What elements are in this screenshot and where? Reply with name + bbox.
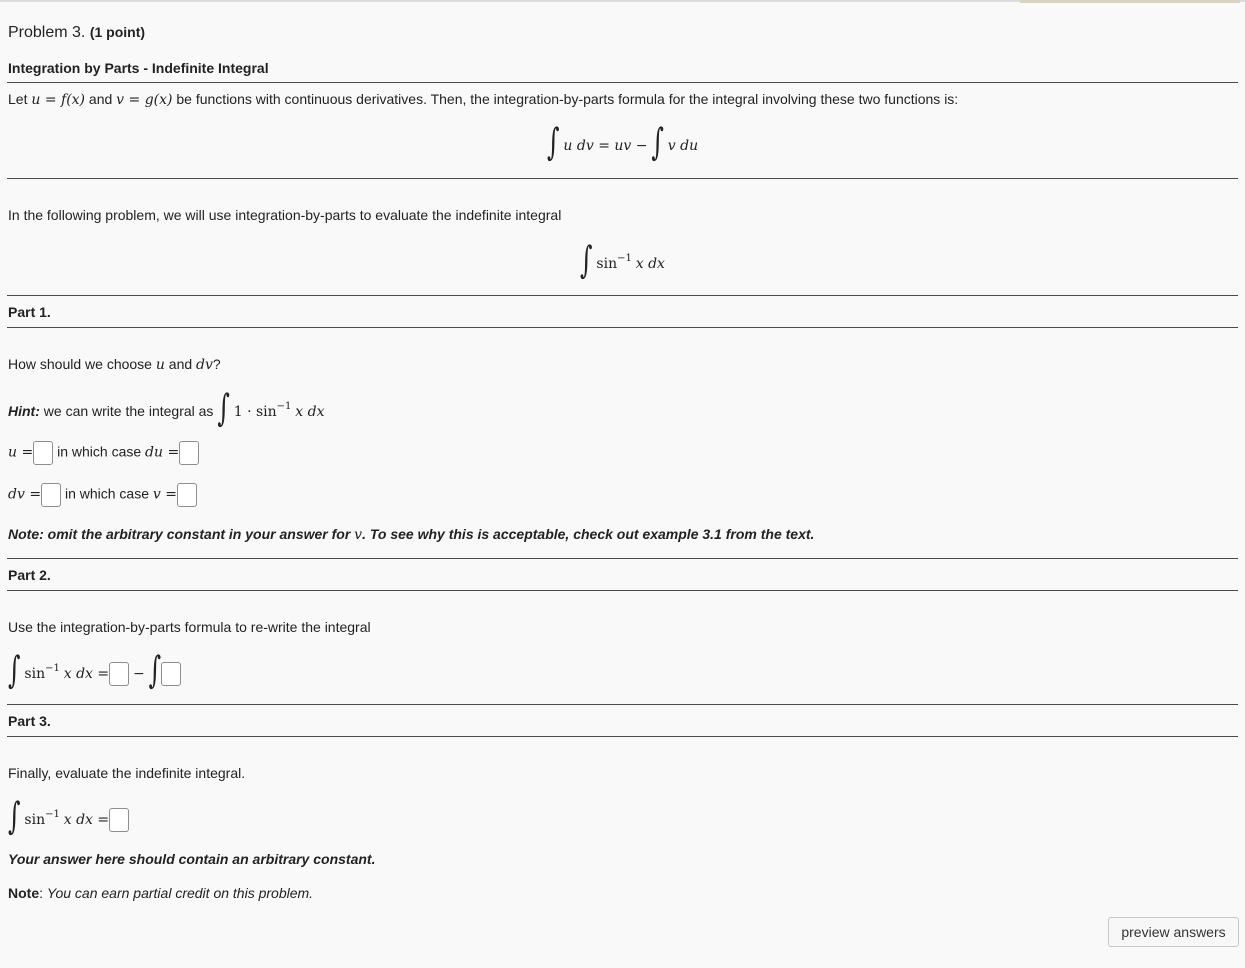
part2-sin: sin (24, 666, 46, 682)
integral-sign-icon: ∫ (148, 648, 162, 692)
hint-expr-tail: x dx (295, 404, 325, 420)
u-answer-input[interactable] (33, 441, 53, 465)
part1-question (8, 356, 221, 373)
partial-credit-note (8, 885, 313, 901)
integrand-tail: x dx (635, 256, 665, 272)
question-u: u (155, 357, 165, 373)
intro-text (8, 91, 958, 108)
divider (7, 178, 1238, 179)
integral-sign-icon: ∫ (217, 386, 230, 430)
hint-expr-pre: 1 · sin (233, 404, 277, 420)
divider (7, 590, 1238, 591)
preview-answers-button[interactable]: preview answers (1108, 917, 1239, 947)
target-integral (580, 238, 665, 282)
part2-exponent: −1 (45, 663, 60, 674)
row1-mid-text: in which case (57, 443, 142, 460)
part2-text: Use the integration-by-parts formula to re-write the integral (8, 619, 371, 635)
problem-title (8, 24, 145, 42)
intro-rest: be functions with continuous derivatives. Then, the integration-by-parts formula for the integral involving these two functions is: (176, 91, 959, 107)
problem-heading: Integration by Parts - Indefinite Integral (8, 60, 269, 76)
divider (7, 295, 1238, 296)
question-and: and (168, 356, 193, 372)
part3-constant-note: Your answer here should contain an arbitrary constant. (8, 851, 376, 867)
intro-and: and (88, 91, 113, 107)
integrand-sin: sin (596, 256, 618, 272)
integral-sign-icon: ∫ (8, 648, 21, 692)
part1-hint (8, 386, 325, 430)
part2-tail: x dx = (63, 666, 110, 682)
part2-integral-input[interactable] (161, 662, 181, 686)
part1-label: Part 1. (8, 304, 51, 320)
part3-exponent: −1 (45, 809, 60, 820)
question-dv: dv (196, 357, 213, 373)
intro-v-definition: v = g(x) (116, 92, 173, 108)
note-var: v (354, 527, 363, 543)
v-answer-input[interactable] (177, 483, 197, 507)
part1-row-u (8, 441, 199, 465)
problem-points: (1 point) (89, 24, 146, 40)
part3-tail: x dx = (63, 812, 110, 828)
note-text: You can earn partial credit on this problem. (46, 885, 314, 901)
integral-sign-icon: ∫ (547, 120, 560, 164)
part1-row-dv (8, 483, 197, 507)
part3-sin: sin (24, 812, 46, 828)
divider (7, 736, 1238, 737)
hint-text: we can write the integral as (43, 403, 214, 419)
note-post: . To see why this is acceptable, check out example 3.1 from the text. (362, 526, 815, 542)
note-pre: Note: omit the arbitrary constant in your answer for (8, 526, 351, 542)
intro-u-definition: u = f(x) (31, 92, 86, 108)
part2-minus: − (133, 666, 145, 682)
part3-equation (8, 794, 129, 838)
note-sep: : (39, 885, 44, 901)
problem-number: Problem 3. (8, 24, 86, 41)
part2-equation (8, 648, 181, 692)
dv-label: dv = (8, 486, 42, 503)
divider (7, 82, 1238, 83)
divider (7, 558, 1238, 559)
part3-answer-input[interactable] (109, 808, 129, 832)
hint-label: Hint: (8, 403, 40, 419)
v-label: v = (152, 486, 177, 503)
question-pre: How should we choose (8, 356, 152, 372)
hint-expr-exponent: −1 (276, 401, 292, 412)
top-accent-bar (1020, 0, 1240, 3)
part1-note (8, 526, 814, 543)
part3-label: Part 3. (8, 713, 51, 729)
question-end: ? (212, 356, 221, 372)
du-label: du = (145, 444, 180, 461)
divider (7, 327, 1238, 328)
part3-text: Finally, evaluate the indefinite integral. (8, 765, 246, 781)
u-label: u = (8, 444, 34, 461)
divider (7, 704, 1238, 705)
integral-sign-icon: ∫ (580, 238, 593, 282)
integral-sign-icon: ∫ (651, 120, 664, 164)
formula-right: v du (667, 138, 699, 154)
note-label: Note (8, 885, 40, 901)
formula-left: u dv = uv − (563, 138, 648, 154)
integrand-exponent: −1 (617, 253, 632, 264)
intro-let: Let (8, 91, 28, 107)
part2-uv-input[interactable] (109, 662, 129, 686)
part2-label: Part 2. (8, 567, 51, 583)
row2-mid-text: in which case (64, 485, 149, 502)
statement-text: In the following problem, we will use integration-by-parts to evaluate the indefinite integral (8, 207, 562, 223)
parts-formula (547, 120, 699, 164)
dv-answer-input[interactable] (41, 483, 61, 507)
integral-sign-icon: ∫ (8, 794, 21, 838)
du-answer-input[interactable] (179, 441, 199, 465)
